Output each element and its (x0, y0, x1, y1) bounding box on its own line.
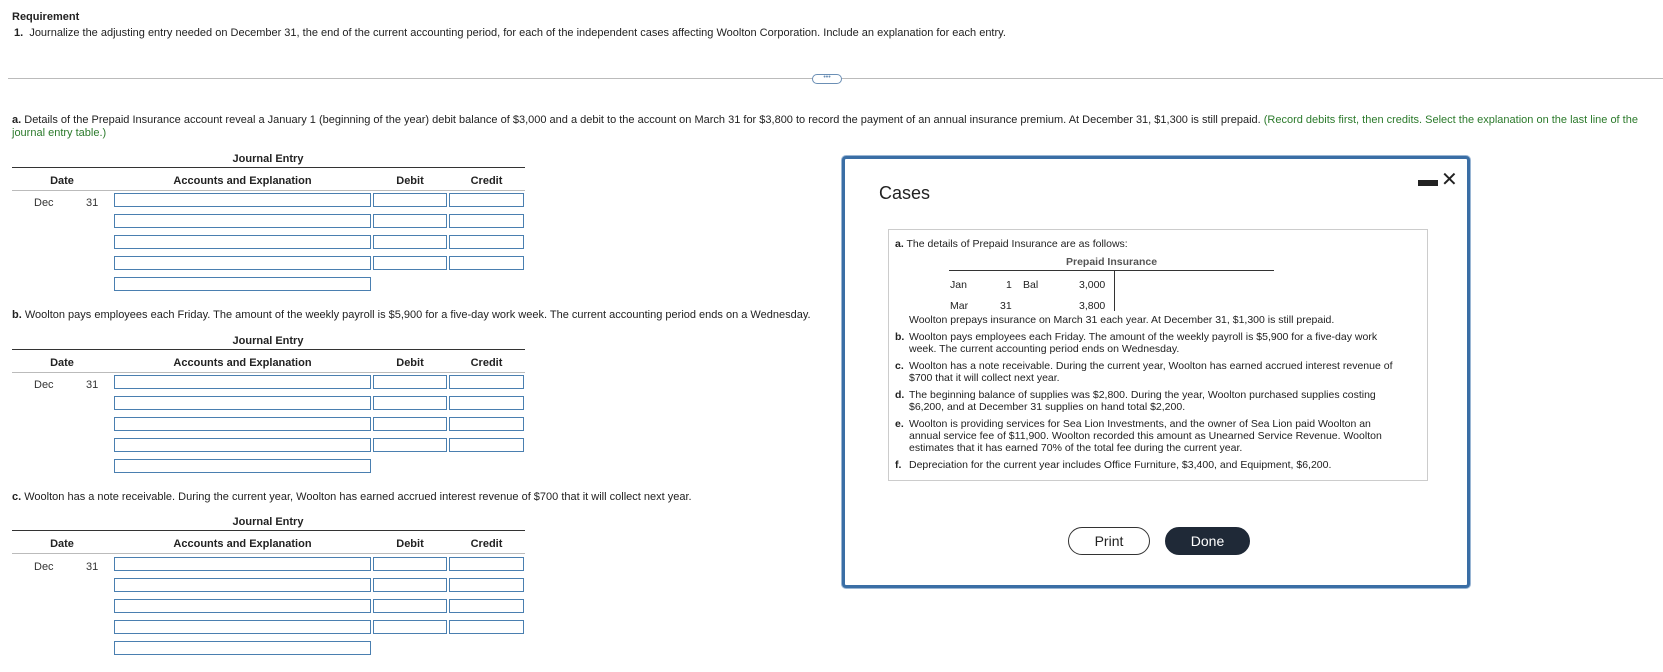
credit-input-b-1[interactable] (449, 375, 524, 389)
case-f-label (895, 459, 901, 471)
table-header-rule (12, 372, 525, 373)
credit-input-c-1[interactable] (449, 557, 524, 571)
case-a-summary: Woolton prepays insurance on March 31 each year. At December 31, $1,300 is still prepaid. (909, 314, 1335, 326)
requirement-number: 1. (14, 27, 24, 39)
case-a-intro-text: The details of Prepaid Insurance are as follows: (906, 238, 1128, 250)
col-header-accounts: Accounts and Explanation (173, 538, 312, 550)
col-header-debit: Debit (396, 538, 424, 550)
debit-input-b-1[interactable] (373, 375, 447, 389)
account-input-c-1[interactable] (114, 557, 371, 571)
case-e-line2: annual service fee of $11,900. Woolton recorded this amount as Unearned Service Revenue. Woolton (909, 430, 1382, 442)
debit-input-c-1[interactable] (373, 557, 447, 571)
date-day: 31 (86, 561, 99, 573)
taccount-row2-day: 31 (1000, 300, 1012, 312)
case-a-label: a. (12, 114, 22, 126)
account-input-a-2[interactable] (114, 214, 371, 228)
credit-input-b-3[interactable] (449, 417, 524, 431)
account-input-a-1[interactable] (114, 193, 371, 207)
journal-entry-title: Journal Entry (232, 335, 304, 347)
taccount-row2-amount: 3,800 (1079, 300, 1106, 312)
col-header-accounts: Accounts and Explanation (173, 357, 312, 369)
case-b-line2: week. The current accounting period ends on Wednesday. (909, 343, 1180, 355)
credit-input-b-2[interactable] (449, 396, 524, 410)
date-day: 31 (86, 197, 99, 209)
table-top-rule (12, 167, 525, 168)
requirement-text (14, 27, 1006, 39)
explanation-input-b[interactable] (114, 459, 371, 473)
debit-input-c-4[interactable] (373, 620, 447, 634)
case-d-line2: $6,200, and at December 31 supplies on hand total $2,200. (909, 401, 1186, 413)
credit-input-c-4[interactable] (449, 620, 524, 634)
col-header-credit: Credit (470, 357, 503, 369)
debit-input-c-3[interactable] (373, 599, 447, 613)
cases-content-box (888, 229, 1428, 481)
case-f-line1: Depreciation for the current year includes Office Furniture, $3,400, and Equipment, $6,200. (909, 459, 1332, 471)
debit-input-b-4[interactable] (373, 438, 447, 452)
debit-input-a-4[interactable] (373, 256, 447, 270)
date-month: Dec (34, 561, 54, 573)
case-c-label: c. (12, 491, 22, 503)
account-input-b-1[interactable] (114, 375, 371, 389)
credit-input-a-4[interactable] (449, 256, 524, 270)
account-input-a-4[interactable] (114, 256, 371, 270)
taccount-title: Prepaid Insurance (1066, 256, 1158, 268)
case-a-label: a. (895, 238, 904, 250)
col-header-accounts: Accounts and Explanation (173, 175, 312, 187)
case-b-label: b. (12, 309, 22, 321)
col-header-date: Date (50, 538, 74, 550)
table-header-rule (12, 553, 525, 554)
case-e-line3: estimates that it has earned 70% of the total fee during the current year. (909, 442, 1243, 454)
case-b-description (12, 309, 811, 322)
account-input-b-4[interactable] (114, 438, 371, 452)
debit-input-a-1[interactable] (373, 193, 447, 207)
journal-entry-title: Journal Entry (232, 516, 304, 528)
credit-input-b-4[interactable] (449, 438, 524, 452)
case-a-intro (895, 238, 1128, 250)
case-e-label (895, 418, 904, 430)
case-b-label (895, 331, 904, 343)
account-input-b-3[interactable] (114, 417, 371, 431)
table-header-rule (12, 190, 525, 191)
minimize-icon[interactable]: ▬ (1418, 169, 1438, 191)
cases-modal (842, 156, 1470, 588)
taccount-top-bar (949, 270, 1274, 271)
case-c-line1: Woolton has a note receivable. During the current year, Woolton has earned accrued interest revenue of (909, 360, 1393, 372)
account-input-a-3[interactable] (114, 235, 371, 249)
case-b-letter: b. (895, 331, 905, 343)
taccount-row1-month: Jan (950, 279, 967, 291)
credit-input-c-3[interactable] (449, 599, 524, 613)
taccount-row1-ref: Bal (1023, 279, 1039, 291)
case-c-label (895, 360, 904, 372)
credit-input-a-3[interactable] (449, 235, 524, 249)
explanation-input-c[interactable] (114, 641, 371, 655)
col-header-credit: Credit (470, 538, 503, 550)
explanation-input-a[interactable] (114, 277, 371, 291)
case-f-letter: f. (895, 459, 902, 471)
account-input-b-2[interactable] (114, 396, 371, 410)
case-b-line1: Woolton pays employees each Friday. The amount of the weekly payroll is $5,900 for a five-day work (909, 331, 1378, 343)
taccount-row1-amount: 3,000 (1079, 279, 1106, 291)
divider-handle[interactable]: ••• (812, 74, 842, 84)
account-input-c-4[interactable] (114, 620, 371, 634)
case-a-text: Details of the Prepaid Insurance account reveal a January 1 (beginning of the year) debit balance of $3,000 and a debit to the account on March 31 for $3,800 to record the payment of an annual insurance premium. At December 31, $1,300 is still prepaid. (24, 114, 1261, 126)
case-e-letter: e. (895, 418, 904, 430)
case-a-description (12, 114, 1652, 140)
debit-input-c-2[interactable] (373, 578, 447, 592)
case-c-text: Woolton has a note receivable. During the current year, Woolton has earned accrued interest revenue of $700 that it will collect next year. (24, 491, 692, 503)
col-header-date: Date (50, 175, 74, 187)
credit-input-a-2[interactable] (449, 214, 524, 228)
account-input-c-3[interactable] (114, 599, 371, 613)
debit-input-b-3[interactable] (373, 417, 447, 431)
credit-input-c-2[interactable] (449, 578, 524, 592)
case-b-text: Woolton pays employees each Friday. The amount of the weekly payroll is $5,900 for a five-day work week. The current accounting period ends on a Wednesday. (24, 309, 811, 321)
debit-input-a-3[interactable] (373, 235, 447, 249)
close-icon[interactable]: ✕ (1441, 169, 1458, 191)
taccount-row2-month: Mar (950, 300, 969, 312)
case-c-letter: c. (895, 360, 904, 372)
account-input-c-2[interactable] (114, 578, 371, 592)
modal-title: Cases (879, 183, 931, 203)
case-a-instruction: (Record debits first, then credits. Select the explanation on the last line of the journal entry table.) (12, 114, 1638, 139)
done-button[interactable]: Done (1165, 527, 1250, 555)
taccount-row1-day: 1 (1006, 279, 1012, 291)
case-d-letter: d. (895, 389, 905, 401)
requirement-title: Requirement (12, 11, 80, 23)
debit-input-a-2[interactable] (373, 214, 447, 228)
table-top-rule (12, 530, 525, 531)
credit-input-a-1[interactable] (449, 193, 524, 207)
date-day: 31 (86, 379, 99, 391)
col-header-credit: Credit (470, 175, 503, 187)
col-header-debit: Debit (396, 175, 424, 187)
case-c-line2: $700 that it will collect next year. (909, 372, 1060, 384)
case-d-line1: The beginning balance of supplies was $2,800. During the year, Woolton purchased supplies costing (909, 389, 1376, 401)
print-button[interactable]: Print (1068, 527, 1150, 555)
case-c-description (12, 491, 692, 504)
requirement-body: Journalize the adjusting entry needed on December 31, the end of the current accounting period, for each of the independent cases affecting Woolton Corporation. Include an explanation for each entry. (29, 27, 1006, 39)
journal-entry-title: Journal Entry (232, 153, 304, 165)
taccount-vertical-bar (1114, 271, 1115, 311)
case-e-line1: Woolton is providing services for Sea Lion Investments, and the owner of Sea Lion paid Woolton an (909, 418, 1371, 430)
col-header-date: Date (50, 357, 74, 369)
debit-input-b-2[interactable] (373, 396, 447, 410)
table-top-rule (12, 349, 525, 350)
date-month: Dec (34, 197, 54, 209)
date-month: Dec (34, 379, 54, 391)
case-d-label (895, 389, 904, 401)
col-header-debit: Debit (396, 357, 424, 369)
